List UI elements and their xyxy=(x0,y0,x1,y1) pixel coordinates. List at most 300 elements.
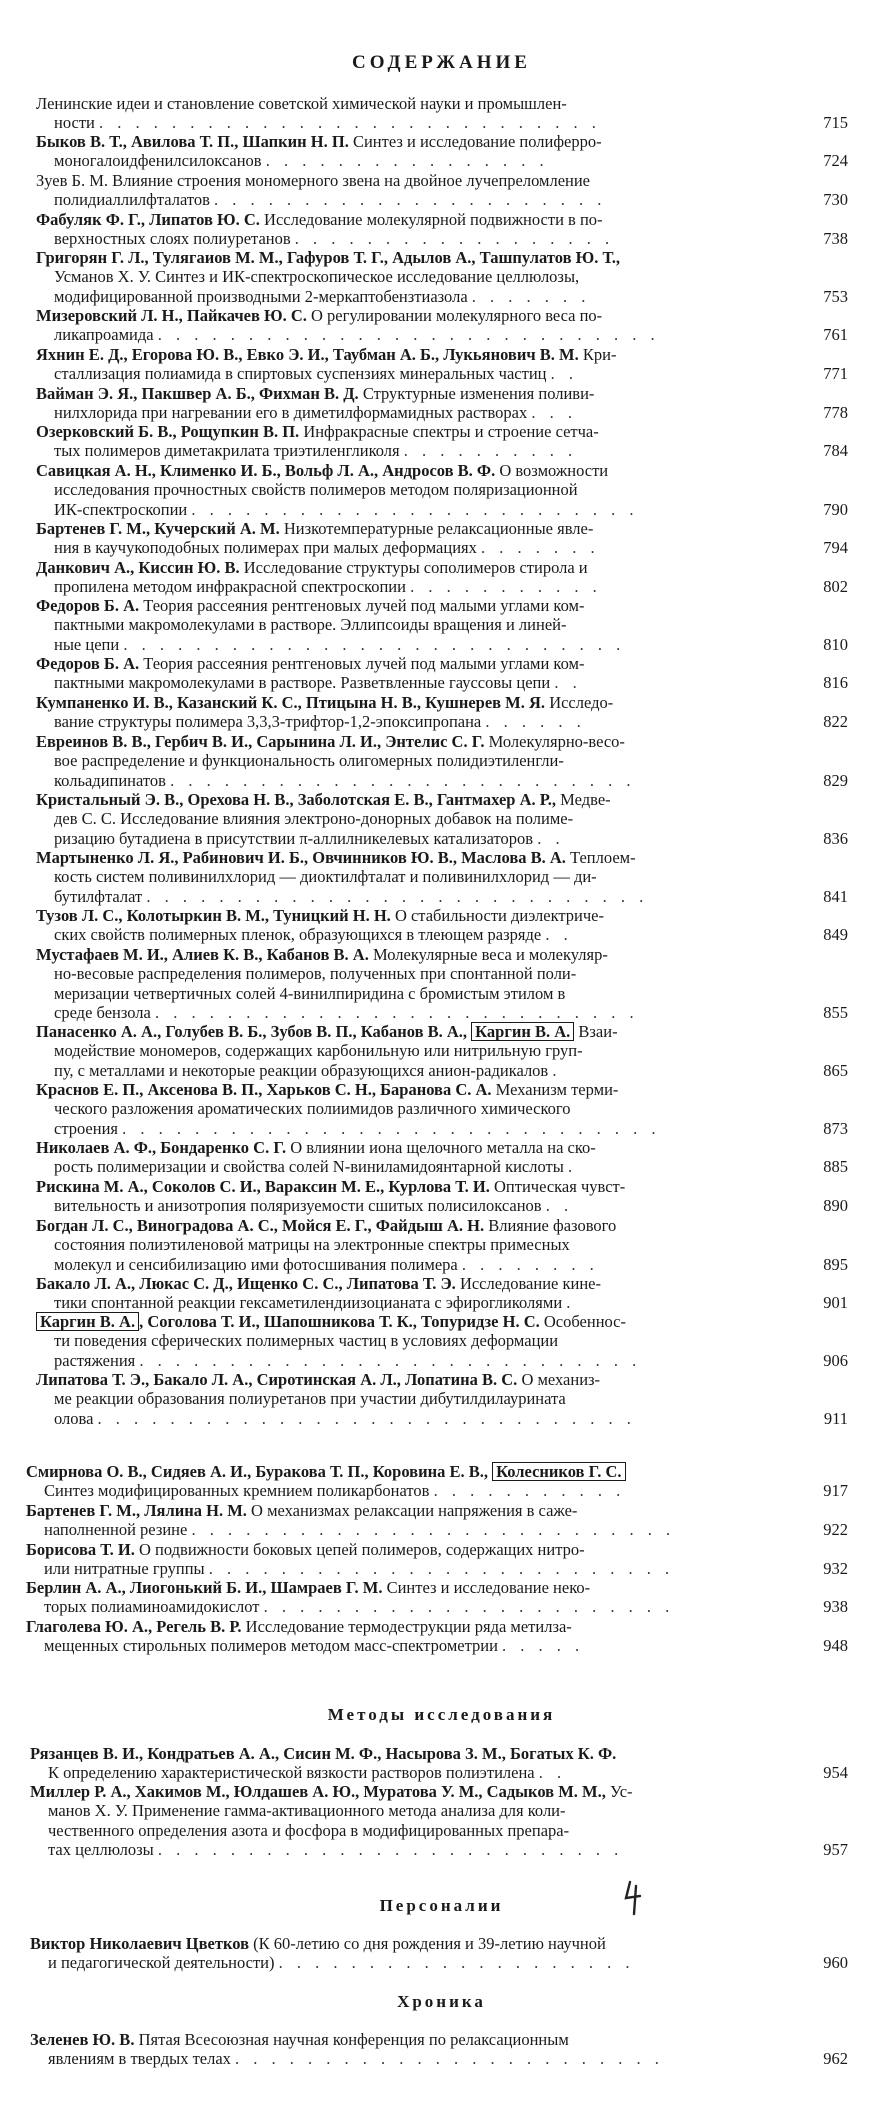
entry-authors: Савицкая А. Н., Клименко И. Б., Вольф Л. А., Андросов В. Ф. xyxy=(36,461,496,480)
entry-continuation xyxy=(36,751,848,770)
entry-authors: Липатова Т. Э., Бакало Л. А., Сиротинская А. Л., Лопатина В. С. xyxy=(36,1370,518,1389)
entry-title: Медве- xyxy=(560,790,611,809)
leader-dots: . . . . . . . . . . . . . . . . . . . . . . . . . . . . . . xyxy=(97,1408,636,1428)
entry-first-line xyxy=(36,848,848,867)
leader-dots: . xyxy=(552,1060,562,1080)
toc-entry xyxy=(36,1177,848,1216)
entry-continuation xyxy=(36,1331,848,1350)
page-number: 922 xyxy=(823,1520,848,1540)
entry-title: О возможности xyxy=(499,461,609,480)
leader-dots: . . xyxy=(545,925,573,945)
entry-continuation xyxy=(36,673,848,692)
entry-authors: Миллер Р. А., Хакимов М., Юлдашев А. Ю., Муратова У. М., Садыков М. М., xyxy=(30,1782,606,1801)
entry-title-cont: Синтез модифицированных кремнием поликарбонатов xyxy=(44,1481,430,1501)
entry-continuation xyxy=(36,538,848,557)
entry-first-line xyxy=(36,248,848,267)
page-number: 954 xyxy=(823,1763,848,1783)
entry-title-cont: кость систем поливинилхлорид — диоктилфталат и поливинилхлорид — ди- xyxy=(54,867,597,887)
entry-continuation xyxy=(36,1409,848,1428)
page-number: 829 xyxy=(823,770,848,790)
entry-first-line xyxy=(36,345,848,364)
entry-title: Особеннос- xyxy=(543,1312,627,1331)
entry-continuation xyxy=(26,1481,848,1500)
page-number: 794 xyxy=(823,538,848,558)
leader-dots: . . xyxy=(538,1763,567,1783)
entry-title: О механизмах релаксации напряжения в саже- xyxy=(251,1501,578,1520)
toc-entry xyxy=(36,132,848,171)
entry-first-line xyxy=(36,654,848,673)
entry-continuation xyxy=(36,1119,848,1138)
entry-title-cont: молекул и сенсибилизацию ими фотосшивания полимера xyxy=(54,1254,458,1274)
entry-title-cont: олова xyxy=(54,1408,94,1428)
entry-authors: Тузов Л. С., Колотыркин В. М., Туницкий Н. Н. xyxy=(36,906,391,925)
entry-continuation xyxy=(36,229,848,248)
toc-entry xyxy=(36,1022,848,1080)
entry-first-line xyxy=(36,1370,848,1389)
leader-dots: . . . . . . . . . . . . . . . . . . . . . . . xyxy=(263,1597,675,1617)
entry-title-cont: манов Х. У. Применение гамма-активационного метода анализа для коли- xyxy=(48,1801,566,1821)
entry-first-line xyxy=(36,693,848,712)
entry-title: Оптическая чувст- xyxy=(494,1177,626,1196)
entry-continuation xyxy=(36,635,848,654)
page-number: 771 xyxy=(823,364,848,384)
toc-entry xyxy=(36,384,848,423)
entry-authors: Мартыненко Л. Я., Рабинович И. Б., Овчинников Ю. В., Маслова В. А. xyxy=(36,848,566,867)
toc-entry xyxy=(36,693,848,732)
entry-title: Теория рассеяния рентгеновых лучей под малыми углами ком- xyxy=(143,654,585,673)
entry-first-line xyxy=(36,461,848,480)
entry-title-cont: меризации четвертичных солей 4-винилпиридина с бромистым этилом в xyxy=(54,983,566,1003)
entry-title-cont: бутилфталат xyxy=(54,886,143,906)
entry-authors: Николаев А. Ф., Бондаренко С. Г. xyxy=(36,1138,287,1157)
entry-authors: Рязанцев В. И., Кондратьев А. А., Сисин М. Ф., Насырова З. М., Богатых К. Ф. xyxy=(30,1744,617,1763)
entry-continuation xyxy=(30,1763,848,1782)
leader-dots: . . . xyxy=(531,403,577,423)
entry-title: О подвижности боковых цепей полимеров, содержащих нитро- xyxy=(138,1540,585,1559)
toc-entry xyxy=(36,422,848,461)
entry-continuation xyxy=(36,1041,848,1060)
toc-entry xyxy=(26,1462,848,1501)
toc-entry xyxy=(26,1540,848,1579)
entry-title-cont: ния в каучукоподобных полимерах при малых деформациях xyxy=(54,538,477,558)
entry-first-line xyxy=(26,1578,848,1597)
entry-first-line xyxy=(26,1540,848,1559)
page-number: 753 xyxy=(823,286,848,306)
entry-title: Исследование кине- xyxy=(459,1274,601,1293)
entry-first-line xyxy=(36,732,848,751)
page-number: 948 xyxy=(823,1636,848,1656)
leader-dots: . . . . . . . . . . . . . . . . . . . . . . . . xyxy=(235,2049,664,2069)
entry-first-line xyxy=(36,1216,848,1235)
page-number: 778 xyxy=(823,403,848,423)
toc-entry xyxy=(36,1312,848,1370)
entry-authors: Богдан Л. С., Виноградова А. С., Мойся Е. Г., Файдыш А. Н. xyxy=(36,1216,485,1235)
entry-title-cont: тах целлюлозы xyxy=(48,1839,154,1859)
entry-first-line xyxy=(36,519,848,538)
entry-authors: , Соголова Т. И., Шапошникова Т. К., Топуридзе Н. С. xyxy=(139,1312,540,1331)
entry-title-cont: пактными макромолекулами в растворе. Эллипсоиды вращения и линей- xyxy=(54,615,567,635)
entry-title-cont: ные цепи xyxy=(54,634,120,654)
entry-first-line xyxy=(36,596,848,615)
entry-continuation xyxy=(26,1636,848,1655)
leader-dots: . . . . . . . . . . . . . . . . . . . . . . . . . . . xyxy=(155,1002,639,1022)
toc-entry xyxy=(36,1138,848,1177)
page-number: 885 xyxy=(823,1157,848,1177)
toc-entry xyxy=(36,1274,848,1313)
leader-dots: . . . . . . . . . . . . . . . . . . . . . . xyxy=(214,190,607,210)
leader-dots: . . . . . . . . . . . . . . . . . . . . . . . . . . xyxy=(170,770,636,790)
entry-first-line xyxy=(36,558,848,577)
leader-dots: . . . . . xyxy=(502,1636,585,1656)
toc-entry xyxy=(36,906,848,945)
entry-continuation xyxy=(36,480,848,499)
toc-entry xyxy=(36,345,848,384)
toc-entry xyxy=(36,558,848,597)
leader-dots: . . . . . . . . . . . . . . . . . . . . . . . . . . . . xyxy=(98,113,601,133)
section-heading-personalia: Персоналии xyxy=(379,1896,504,1915)
handwritten-mark-icon xyxy=(622,1880,648,1916)
entry-title-cont: чественного определения азота и фосфора в модифицированных препара- xyxy=(48,1820,570,1840)
entry-title-cont: вание структуры полимера 3,3,3-трифтор-1,2-эпоксипропана xyxy=(54,712,482,732)
entry-first-line xyxy=(36,306,848,325)
entry-title-cont: ме реакции образования полиуретанов при участии дибутилдилаурината xyxy=(54,1389,566,1409)
entry-authors: Федоров Б. А. xyxy=(36,654,140,673)
entry-continuation xyxy=(36,441,848,460)
entry-title-cont: полидиаллилфталатов xyxy=(54,190,210,210)
entry-title-cont: торых полиаминоамидокислот xyxy=(44,1597,260,1617)
toc-entry xyxy=(36,596,848,654)
entry-title-cont: сталлизация полиамида в спиртовых суспензиях минеральных частиц xyxy=(54,364,547,384)
entry-continuation xyxy=(26,1520,848,1539)
entry-title: Синтез и исследование полиферро- xyxy=(352,132,602,151)
toc-entry xyxy=(36,1370,848,1428)
entry-title: Влияние фазового xyxy=(488,1216,617,1235)
entry-first-line xyxy=(36,422,848,441)
entry-title-cont: пропилена методом инфракрасной спектроскопии xyxy=(54,577,406,597)
toc-entry xyxy=(36,654,848,693)
entry-authors: Виктор Николаевич Цветков xyxy=(30,1934,250,1953)
entry-authors: Бартенев Г. М., Кучерский А. М. xyxy=(36,519,280,538)
page-number: 810 xyxy=(823,634,848,654)
entry-title-cont: ности xyxy=(54,113,95,133)
entry-title-cont: ских свойств полимерных пленок, образующихся в тлеющем разряде xyxy=(54,925,542,945)
entry-first-line xyxy=(36,1138,848,1157)
leader-dots: . . . . . . . . . . xyxy=(403,441,578,461)
entry-authors: Краснов Е. П., Аксенова В. П., Харьков С. Н., Баранова С. А. xyxy=(36,1080,492,1099)
entry-title: Ус- xyxy=(610,1782,633,1801)
entry-title: Исследование термодеструкции ряда метилза- xyxy=(245,1617,572,1636)
entry-title: О регулировании молекулярного веса по- xyxy=(310,306,603,325)
entry-title: Теория рассеяния рентгеновых лучей под малыми углами ком- xyxy=(143,596,585,615)
page-number: 849 xyxy=(823,925,848,945)
entry-authors: Яхнин Е. Д., Егорова Ю. В., Евко Э. И., Таубман А. Б., Лукьянович В. М. xyxy=(36,345,579,364)
entry-continuation xyxy=(36,113,848,132)
entry-continuation xyxy=(36,964,848,983)
leader-dots: . . . . . . . . . . . xyxy=(433,1481,626,1501)
entry-continuation xyxy=(36,887,848,906)
page-number: 895 xyxy=(823,1254,848,1274)
entry-title-cont: мещенных стирольных полимеров методом масс-спектрометрии xyxy=(44,1636,498,1656)
entry-continuation xyxy=(36,151,848,170)
entry-first-line xyxy=(36,384,848,403)
boxed-author: Каргин В. А. xyxy=(36,1312,139,1331)
toc-entry xyxy=(26,1501,848,1540)
entry-first-line xyxy=(30,1782,848,1801)
page-number: 730 xyxy=(823,190,848,210)
entry-title: (К 60-летию со дня рождения и 39-летию научной xyxy=(253,1934,606,1953)
entry-title-cont: наполненной резине xyxy=(44,1520,188,1540)
entry-continuation xyxy=(36,771,848,790)
toc-entry xyxy=(36,848,848,906)
entry-continuation xyxy=(36,1389,848,1408)
entry-first-line xyxy=(36,1274,848,1293)
entry-title-cont: ти поведения сферических полимерных частиц в условиях деформации xyxy=(54,1331,559,1351)
entry-title-cont: явлениям в твердых телах xyxy=(48,2049,231,2069)
entry-authors: Григорян Г. Л., Тулягаиов М. М., Гафуров Т. Г., Адылов А., Ташпулатов Ю. Т., xyxy=(36,248,621,267)
entry-authors: Федоров Б. А. xyxy=(36,596,140,615)
entry-continuation xyxy=(36,364,848,383)
entry-first-line xyxy=(36,1177,848,1196)
toc-entry xyxy=(36,210,848,249)
leader-dots: . xyxy=(566,1293,576,1313)
leader-dots: . . xyxy=(550,364,578,384)
boxed-author: Каргин В. А. xyxy=(471,1022,574,1041)
entry-title-cont: пактными макромолекулами в растворе. Разветвленные гауссовы цепи xyxy=(54,673,551,693)
entry-title: О стабильности диэлектриче- xyxy=(394,906,604,925)
entry-title-cont: ликапроамида xyxy=(54,325,154,345)
entry-authors: Кристальный Э. В., Орехова Н. В., Заболотская Е. В., Гантмахер А. Р., xyxy=(36,790,557,809)
page-number: 761 xyxy=(823,325,848,345)
entry-continuation xyxy=(30,1840,848,1859)
page-number: 865 xyxy=(823,1060,848,1080)
entry-authors: Данкович А., Киссин Ю. В. xyxy=(36,558,240,577)
entry-title-cont: вительность и анизотропия поляризуемости сшитых полисилоксанов xyxy=(54,1196,542,1216)
entry-first-line xyxy=(26,1617,848,1636)
toc-entry xyxy=(36,1216,848,1274)
entry-title-cont: состояния полиэтиленовой матрицы на электронные спектры примесных xyxy=(54,1235,570,1255)
leader-dots: . . . . . . . . . . . . . . . . . . xyxy=(294,229,615,249)
page-number: 911 xyxy=(823,1408,848,1428)
page-number: 841 xyxy=(823,886,848,906)
entry-authors: Евреинов В. В., Гербич В. И., Сарынина Л. И., Энтелис С. Г. xyxy=(36,732,485,751)
leader-dots: . . . . . . . . . . . . . . . . . . . . . . . . . . . . xyxy=(157,325,660,345)
entry-title-cont: вое распределение и функциональность олигомерных полидиэтиленгли- xyxy=(54,751,564,771)
entry-title-cont: но-весовые распределения полимеров, полученных при спонтанной поли- xyxy=(54,964,577,984)
page-number: 873 xyxy=(823,1118,848,1138)
page-number: 836 xyxy=(823,828,848,848)
entry-continuation xyxy=(36,867,848,886)
entry-title: Исследование молекулярной подвижности в по- xyxy=(264,210,603,229)
entry-first-line xyxy=(36,210,848,229)
leader-dots: . . . . . . . . . . . . . . . . . . . . . . . . . . xyxy=(157,1839,624,1859)
entry-continuation xyxy=(36,1061,848,1080)
leader-dots: . . xyxy=(554,673,582,693)
toc-entry xyxy=(36,461,848,519)
page-number: 932 xyxy=(823,1559,848,1579)
entry-authors: Озерковский Б. В., Рощупкин В. П. xyxy=(36,422,300,441)
entry-title-cont: или нитратные группы xyxy=(44,1559,205,1579)
leader-dots: . . xyxy=(545,1196,574,1216)
page-number: 855 xyxy=(823,1002,848,1022)
page-number: 906 xyxy=(823,1350,848,1370)
entry-authors: Глаголева Ю. А., Регель В. Р. xyxy=(26,1617,242,1636)
page-number: 962 xyxy=(823,2049,848,2069)
entry-first-line xyxy=(36,1080,848,1099)
toc-entry xyxy=(36,1080,848,1138)
entry-continuation xyxy=(36,267,848,286)
entry-first-line xyxy=(30,2030,848,2049)
toc-entry xyxy=(36,171,848,210)
entry-first-line xyxy=(36,790,848,809)
page-number: 960 xyxy=(823,1953,848,1973)
entry-first-line xyxy=(36,94,848,113)
leader-dots: . . . . . . . . . . . xyxy=(410,577,602,597)
entry-continuation xyxy=(36,615,848,634)
entry-first-line xyxy=(30,1934,848,1953)
entry-title-cont: исследования прочностных свойств полимеров методом поляризационной xyxy=(54,480,578,500)
entry-authors: Кумпаненко И. В., Казанский К. С., Птицына Н. В., Кушнерев М. Я. xyxy=(36,693,546,712)
entry-first-line xyxy=(36,945,848,964)
entry-authors: Быков В. Т., Авилова Т. П., Шапкин Н. П. xyxy=(36,132,349,151)
page-number: 917 xyxy=(823,1481,848,1501)
entry-title-cont: тики спонтанной реакции гексаметилендиизоцианата с эфирогликолями xyxy=(54,1293,563,1313)
entry-title: Кри- xyxy=(582,345,617,364)
page-title: СОДЕРЖАНИЕ xyxy=(352,52,531,73)
entry-title-cont: растяжения xyxy=(54,1350,136,1370)
toc-entry xyxy=(36,732,848,790)
toc-entry xyxy=(36,306,848,345)
entry-first-line xyxy=(36,171,848,190)
entry-title-cont: ризацию бутадиена в присутствии π-аллилникелевых катализаторов xyxy=(54,828,534,848)
toc-entry xyxy=(30,1782,848,1859)
entry-authors: Фабуляк Ф. Г., Липатов Ю. С. xyxy=(36,210,260,229)
entry-title-cont: среде бензола xyxy=(54,1002,151,1022)
entry-authors: Мизеровский Л. Н., Пайкачев Ю. С. xyxy=(36,306,307,325)
entry-authors: Борисова Т. И. xyxy=(26,1540,135,1559)
toc-entry xyxy=(36,248,848,306)
toc-entry xyxy=(30,1744,848,1783)
entry-title: Теплоем- xyxy=(570,848,636,867)
entry-title: Ленинские идеи и становление советской химической науки и промышлен- xyxy=(36,94,567,113)
entry-title-cont: модифицированной производными 2-меркаптобензтиазола xyxy=(54,286,468,306)
page-number: 890 xyxy=(823,1196,848,1216)
entry-title-cont: пу, с металлами и некоторые реакции образующихся анион-радикалов xyxy=(54,1060,549,1080)
entry-continuation xyxy=(36,829,848,848)
entry-continuation xyxy=(26,1597,848,1616)
entry-authors: Зеленев Ю. В. xyxy=(30,2030,135,2049)
toc-entry xyxy=(36,945,848,1022)
entry-continuation xyxy=(36,809,848,828)
entry-title-cont: ИК-спектроскопии xyxy=(54,499,188,519)
entry-continuation xyxy=(36,1099,848,1118)
entry-continuation xyxy=(30,1821,848,1840)
leader-dots: . . . . . . . . . . . . . . . . . . . . . . . . . . . . xyxy=(123,634,626,654)
entry-authors: Бартенев Г. М., Лялина Н. М. xyxy=(26,1501,247,1520)
entry-continuation xyxy=(36,1235,848,1254)
entry-authors: Берлин А. А., Лиогонький Б. И., Шамраев Г. М. xyxy=(26,1578,383,1597)
leader-dots: . . . . . . . xyxy=(471,286,591,306)
entry-title-cont: дев С. С. Исследование влияния электроно-донорных добавок на полиме- xyxy=(54,809,574,829)
entry-title: Механизм терми- xyxy=(495,1080,619,1099)
entry-title-cont: кольадипинатов xyxy=(54,770,166,790)
toc-entry xyxy=(26,1617,848,1656)
toc-entry xyxy=(36,94,848,133)
page-number: 938 xyxy=(823,1597,848,1617)
section-heading-chronicle: Хроника xyxy=(397,1992,486,2011)
entry-continuation xyxy=(30,1953,848,1972)
entry-title-cont: нилхлорида при нагревании его в диметилформамидных растворах xyxy=(54,403,528,423)
entry-title: Исследование структуры сополимеров стирола и xyxy=(243,558,588,577)
entry-authors: Панасенко А. А., Голубев В. Б., Зубов В. П., Кабанов В. А., xyxy=(36,1022,468,1041)
entry-authors: Вайман Э. Я., Пакшвер А. Б., Фихман В. Д. xyxy=(36,384,359,403)
entry-title-cont: ческого разложения ароматических полиимидов различного химического xyxy=(54,1099,571,1119)
entry-continuation xyxy=(36,403,848,422)
toc-entry xyxy=(30,2030,848,2069)
entry-title: Структурные изменения поливи- xyxy=(362,384,595,403)
entry-title-cont: модействие мономеров, содержащих карбонильную или нитрильную груп- xyxy=(54,1041,583,1061)
entry-continuation xyxy=(36,287,848,306)
entry-continuation xyxy=(36,1157,848,1176)
leader-dots: . xyxy=(567,1157,578,1177)
toc-entry xyxy=(30,1934,848,1973)
toc-entry xyxy=(36,519,848,558)
leader-dots: . . . . . . . . . . . . . . . . . . . . . . . . . . xyxy=(208,1559,675,1579)
page-number: 957 xyxy=(823,1839,848,1859)
leader-dots: . . . . . . . . . . . . . . . . . . . . . . . . . . . . xyxy=(146,886,649,906)
entry-title-cont: строения xyxy=(54,1118,119,1138)
entry-continuation xyxy=(36,1351,848,1370)
boxed-author: Колесников Г. С. xyxy=(492,1462,625,1481)
entry-title: Зуев Б. М. Влияние строения мономерного звена на двойное лучепреломление xyxy=(36,171,591,190)
entry-first-line xyxy=(36,1022,848,1041)
entry-title-cont: К определению характеристической вязкости растворов полиэтилена xyxy=(48,1763,535,1783)
leader-dots: . . xyxy=(537,828,565,848)
entry-title: Низкотемпературные релаксационные явле- xyxy=(283,519,594,538)
entry-authors: Рискина М. А., Соколов С. И., Вараксин М. Е., Курлова Т. И. xyxy=(36,1177,490,1196)
page-number: 724 xyxy=(823,151,848,171)
entry-continuation xyxy=(30,2049,848,2068)
entry-continuation xyxy=(36,984,848,1003)
page-number: 790 xyxy=(823,499,848,519)
toc-entry xyxy=(26,1578,848,1617)
entry-continuation xyxy=(36,925,848,944)
entry-title-cont: тых полимеров диметакрилата триэтиленгликоля xyxy=(54,441,400,461)
leader-dots: . . . . . . . . . . . . . . . . . . . . . . . . . xyxy=(191,499,639,519)
entry-first-line xyxy=(30,1744,848,1763)
entry-title: Синтез и исследование неко- xyxy=(386,1578,591,1597)
entry-continuation xyxy=(36,190,848,209)
entry-title-cont: моногалоидфенилсилоксанов xyxy=(54,151,262,171)
page-number: 784 xyxy=(823,441,848,461)
entry-continuation xyxy=(36,1293,848,1312)
page-number: 901 xyxy=(823,1293,848,1313)
entry-title: Молекулярно-весо- xyxy=(488,732,625,751)
entry-continuation xyxy=(36,500,848,519)
page-number: 738 xyxy=(823,229,848,249)
entry-title: О влиянии иона щелочного металла на ско- xyxy=(290,1138,596,1157)
entry-continuation xyxy=(36,1255,848,1274)
leader-dots: . . . . . . . xyxy=(481,538,600,558)
page-number: 822 xyxy=(823,712,848,732)
entry-first-line xyxy=(36,1312,848,1331)
entry-title: Молекулярные веса и молекуляр- xyxy=(372,945,608,964)
entry-first-line xyxy=(26,1501,848,1520)
entry-continuation xyxy=(30,1801,848,1820)
entry-authors: Смирнова О. В., Сидяев А. И., Буракова Т. П., Коровина Е. В., xyxy=(26,1462,488,1481)
entry-title: Исследо- xyxy=(549,693,614,712)
leader-dots: . . . . . . . . . . . . . . . . . . . . xyxy=(278,1953,635,1973)
entry-title: Взаи- xyxy=(578,1022,618,1041)
